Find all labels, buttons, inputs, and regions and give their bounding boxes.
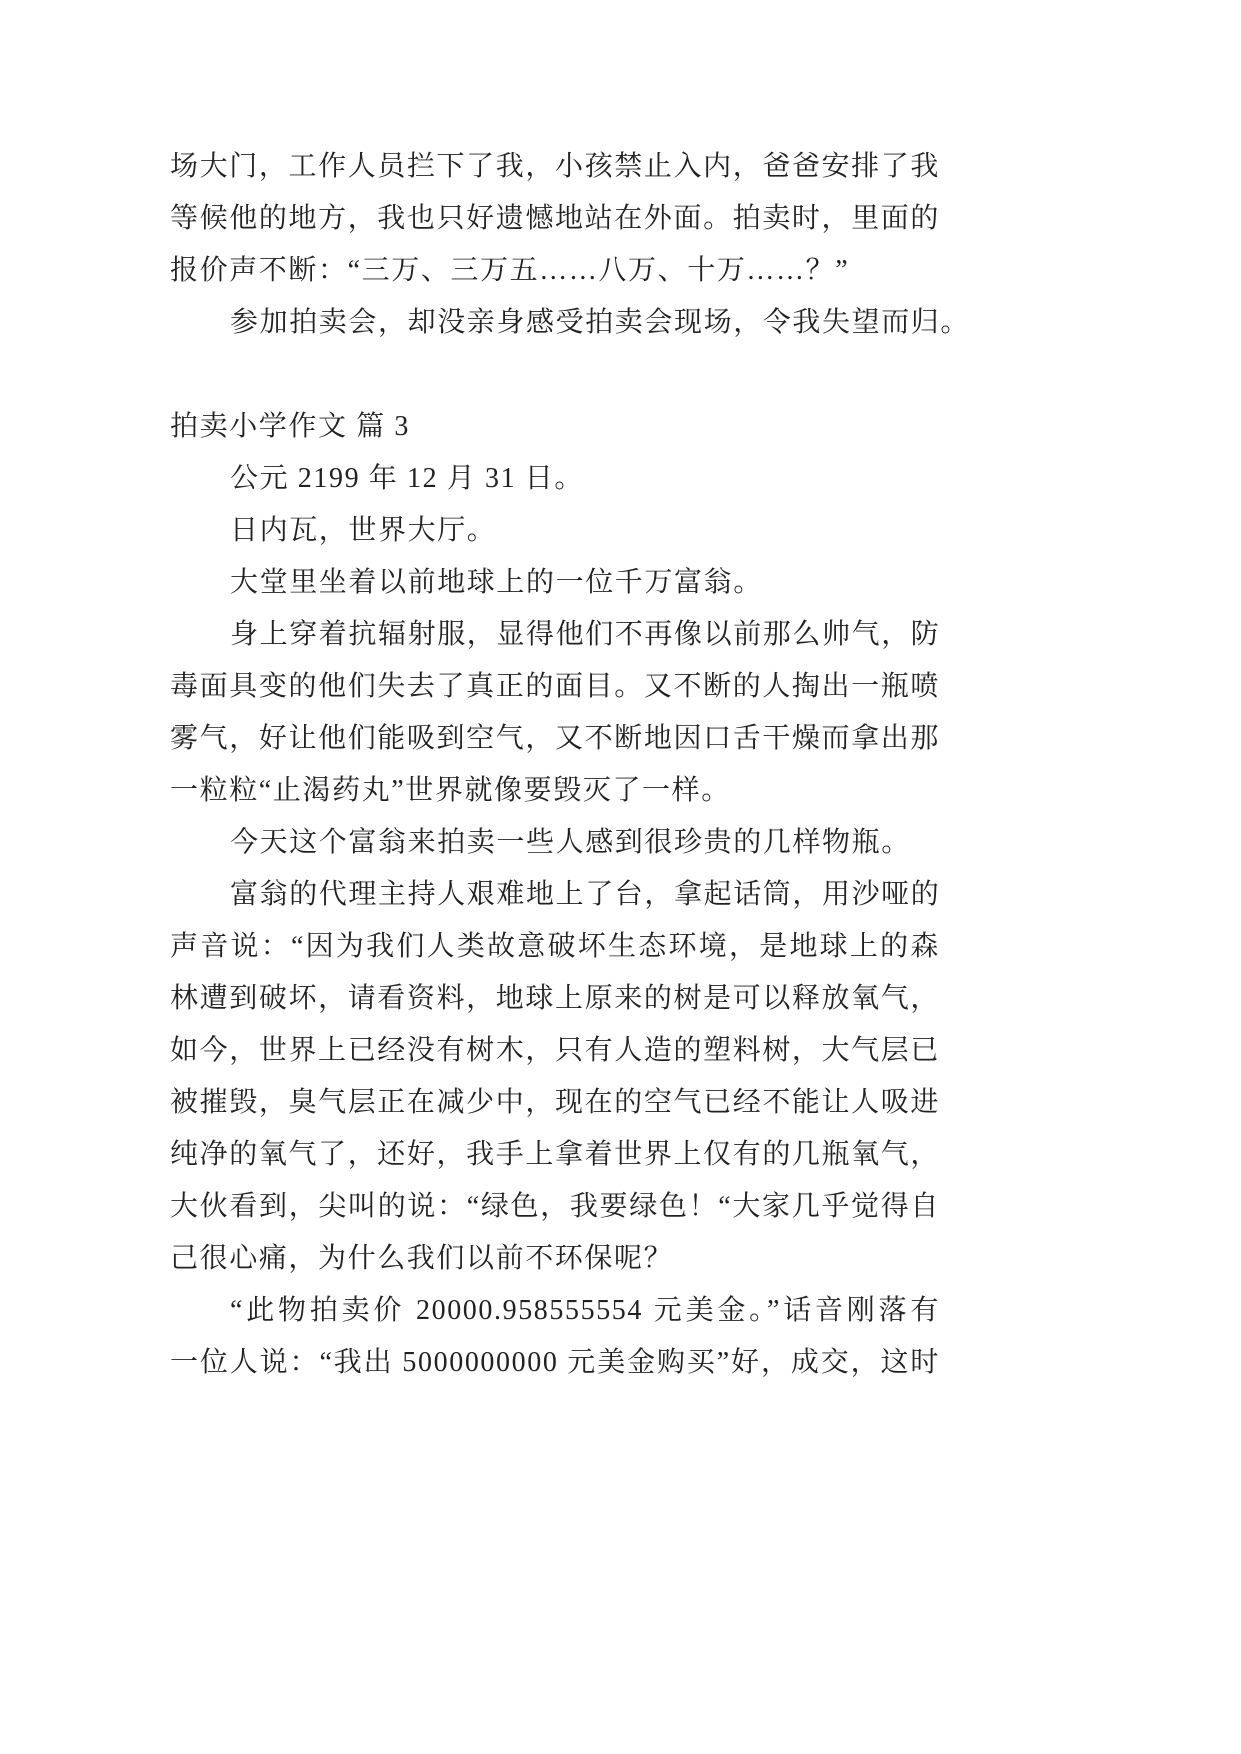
- text-line: 身上穿着抗辐射服，显得他们不再像以前那么帅气，防: [230, 619, 941, 650]
- document-page: [170, 141, 971, 1389]
- paragraph: [170, 609, 940, 817]
- paragraph: [170, 453, 940, 505]
- text-line: 林遭到破坏，请看资料，地球上原来的树是可以释放氧气，: [170, 983, 940, 1014]
- text-line: 公元 2199 年 12 月 31 日。: [230, 463, 585, 494]
- paragraph: [170, 141, 940, 297]
- text-line: 纯净的氧气了，还好，我手上拿着世界上仅有的几瓶氧气，: [170, 1139, 940, 1170]
- paragraph: [170, 817, 940, 869]
- text-line: 等候他的地方，我也只好遗憾地站在外面。拍卖时，里面的: [170, 203, 940, 234]
- text-line: 毒面具变的他们失去了真正的面目。又不断的人掏出一瓶喷: [170, 671, 940, 702]
- paragraph: [170, 505, 940, 557]
- text-line: 己很心痛，为什么我们以前不环保呢？: [170, 1243, 674, 1274]
- text-line: 参加拍卖会，却没亲身感受拍卖会现场，令我失望而归。: [230, 307, 971, 338]
- paragraph: [170, 869, 940, 1285]
- paragraph: [170, 557, 940, 609]
- text-line: 日内瓦，世界大厅。: [230, 515, 497, 546]
- essay-title: [170, 401, 940, 453]
- text-line: 大伙看到，尖叫的说：“绿色，我要绿色！“大家几乎觉得自: [170, 1191, 940, 1222]
- text-line: “此物拍卖价 20000.958555554 元美金。”话音刚落有: [230, 1295, 940, 1326]
- paragraph: [170, 1285, 940, 1389]
- essay-title-text: 拍卖小学作文 篇 3: [170, 411, 411, 442]
- text-line: 雾气，好让他们能吸到空气，又不断地因口舌干燥而拿出那: [170, 723, 940, 754]
- text-line: 声音说：“因为我们人类故意破坏生态环境，是地球上的森: [170, 931, 940, 962]
- text-line: 如今，世界上已经没有树木，只有人造的塑料树，大气层已: [170, 1035, 940, 1066]
- text-line: 一粒粒“止渴药丸”世界就像要毁灭了一样。: [170, 775, 731, 806]
- text-line: 场大门，工作人员拦下了我，小孩禁止入内，爸爸安排了我: [170, 151, 940, 182]
- text-line: 大堂里坐着以前地球上的一位千万富翁。: [230, 567, 763, 598]
- text-line: 被摧毁，臭气层正在减少中，现在的空气已经不能让人吸进: [170, 1087, 940, 1118]
- text-line: 一位人说：“我出 5000000000 元美金购买”好，成交，这时: [170, 1347, 940, 1378]
- blank-line: [170, 349, 940, 401]
- text-line: 今天这个富翁来拍卖一些人感到很珍贵的几样物瓶。: [230, 827, 911, 858]
- text-line: 富翁的代理主持人艰难地上了台，拿起话筒，用沙哑的: [230, 879, 941, 910]
- paragraph: [170, 297, 971, 349]
- text-line: 报价声不断：“三万、三万五……八万、十万……？”: [170, 255, 850, 286]
